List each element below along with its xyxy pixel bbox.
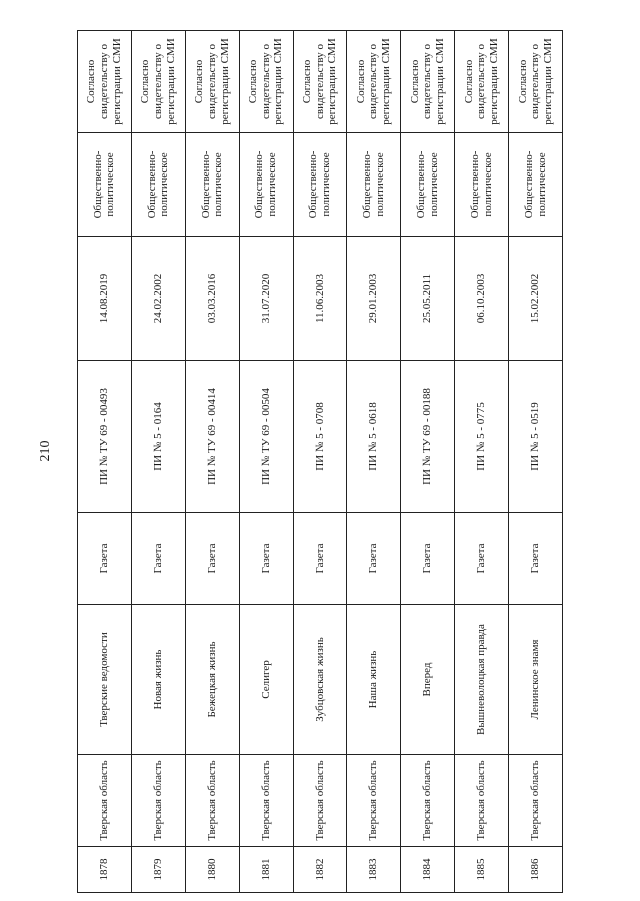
title-cell: Ленинское знамя (509, 605, 563, 755)
license-cell: ПИ № 5 - 0618 (347, 361, 401, 513)
title-cell: Зубцовская жизнь (293, 605, 347, 755)
type-cell: Газета (455, 513, 509, 605)
title-cell: Тверские ведомости (78, 605, 132, 755)
date-cell: 11.06.2003 (293, 237, 347, 361)
table-row (239, 31, 293, 893)
license-cell: ПИ № 5 - 0775 (455, 361, 509, 513)
page-number: 210 (38, 440, 53, 462)
region-cell: Тверская область (347, 755, 401, 847)
date-cell: 15.02.2002 (509, 237, 563, 361)
note-cell: Согласно свидетельству о регистрации СМИ (509, 31, 563, 133)
license-cell: ПИ № 5 - 0164 (131, 361, 185, 513)
region-cell: Тверская область (239, 755, 293, 847)
date-cell: 25.05.2011 (401, 237, 455, 361)
title-cell: Селигер (239, 605, 293, 755)
region-cell: Тверская область (509, 755, 563, 847)
license-cell: ПИ № ТУ 69 - 00504 (239, 361, 293, 513)
title-cell: Вышневолоцкая правда (455, 605, 509, 755)
table-row (509, 31, 563, 893)
table-row (347, 31, 401, 893)
note-cell: Согласно свидетельству о регистрации СМИ (239, 31, 293, 133)
topic-cell: Общественно-политическое (509, 133, 563, 237)
license-cell: ПИ № ТУ 69 - 00188 (401, 361, 455, 513)
date-cell: 14.08.2019 (78, 237, 132, 361)
type-cell: Газета (185, 513, 239, 605)
type-cell: Газета (239, 513, 293, 605)
license-cell: ПИ № ТУ 69 - 00414 (185, 361, 239, 513)
license-cell: ПИ № 5 - 0708 (293, 361, 347, 513)
license-cell: ПИ № ТУ 69 - 00493 (78, 361, 132, 513)
note-cell: Согласно свидетельству о регистрации СМИ (347, 31, 401, 133)
row-number: 1878 (78, 847, 132, 893)
row-number: 1885 (455, 847, 509, 893)
topic-cell: Общественно-политическое (293, 133, 347, 237)
table-row (455, 31, 509, 893)
title-cell: Новая жизнь (131, 605, 185, 755)
note-cell: Согласно свидетельству о регистрации СМИ (401, 31, 455, 133)
table-row (401, 31, 455, 893)
media-registry-table-wrapper (77, 31, 563, 893)
date-cell: 24.02.2002 (131, 237, 185, 361)
media-registry-table (77, 30, 563, 893)
row-number: 1884 (401, 847, 455, 893)
type-cell: Газета (347, 513, 401, 605)
region-cell: Тверская область (131, 755, 185, 847)
region-cell: Тверская область (455, 755, 509, 847)
note-cell: Согласно свидетельству о регистрации СМИ (131, 31, 185, 133)
table-row (293, 31, 347, 893)
row-number: 1879 (131, 847, 185, 893)
type-cell: Газета (131, 513, 185, 605)
note-cell: Согласно свидетельству о регистрации СМИ (455, 31, 509, 133)
table-row (78, 31, 132, 893)
note-cell: Согласно свидетельству о регистрации СМИ (78, 31, 132, 133)
title-cell: Бежецкая жизнь (185, 605, 239, 755)
row-number: 1883 (347, 847, 401, 893)
row-number: 1880 (185, 847, 239, 893)
date-cell: 31.07.2020 (239, 237, 293, 361)
date-cell: 03.03.2016 (185, 237, 239, 361)
license-cell: ПИ № 5 - 0519 (509, 361, 563, 513)
row-number: 1886 (509, 847, 563, 893)
region-cell: Тверская область (401, 755, 455, 847)
row-number: 1881 (239, 847, 293, 893)
note-cell: Согласно свидетельству о регистрации СМИ (185, 31, 239, 133)
region-cell: Тверская область (293, 755, 347, 847)
region-cell: Тверская область (78, 755, 132, 847)
topic-cell: Общественно-политическое (347, 133, 401, 237)
table-row (131, 31, 185, 893)
topic-cell: Общественно-политическое (131, 133, 185, 237)
type-cell: Газета (401, 513, 455, 605)
topic-cell: Общественно-политическое (78, 133, 132, 237)
type-cell: Газета (293, 513, 347, 605)
topic-cell: Общественно-политическое (239, 133, 293, 237)
topic-cell: Общественно-политическое (455, 133, 509, 237)
date-cell: 29.01.2003 (347, 237, 401, 361)
title-cell: Вперед (401, 605, 455, 755)
table-row (185, 31, 239, 893)
topic-cell: Общественно-политическое (185, 133, 239, 237)
type-cell: Газета (509, 513, 563, 605)
date-cell: 06.10.2003 (455, 237, 509, 361)
region-cell: Тверская область (185, 755, 239, 847)
note-cell: Согласно свидетельству о регистрации СМИ (293, 31, 347, 133)
title-cell: Наша жизнь (347, 605, 401, 755)
topic-cell: Общественно-политическое (401, 133, 455, 237)
type-cell: Газета (78, 513, 132, 605)
row-number: 1882 (293, 847, 347, 893)
